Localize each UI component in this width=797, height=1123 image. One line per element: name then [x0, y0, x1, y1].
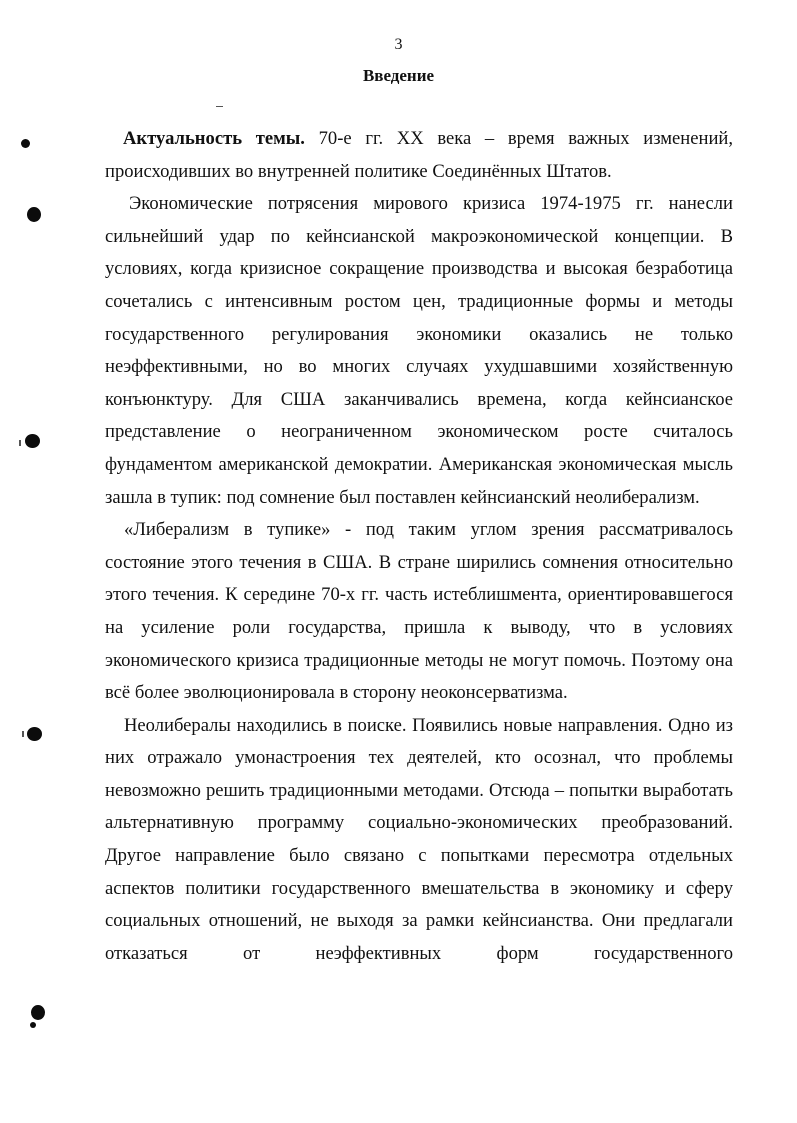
- paragraph-neoliberals: Неолибералы находились в поиске. Появились новые направления. Одно из них отражало умонастроения тех деятелей, кто осознал, что проблемы невозможно решить традиционными методами. Отсюда – попытки выработать альтернативную программу социально-экономических преобразований. Другое направление было связано с попытками пересмотра отдельных аспектов политики государственного вмешательства в экономику и сферу социальных отношений, не выходя за рамки кейнсианства. Они предлагали отказаться от неэффективных форм государственного: [105, 714, 733, 964]
- scan-speck: [19, 440, 21, 446]
- paragraph-relevance-text: 70-е гг. XX века – время важных изменений, происходивших во внутренней политике Соединённых Штатов.: [105, 128, 734, 182]
- scan-speck: [22, 731, 24, 737]
- body-text: [105, 123, 733, 970]
- punch-hole-mark: [27, 727, 42, 741]
- lead-term: Актуальность темы.: [123, 128, 305, 149]
- paragraph-crisis: Экономические потрясения мирового кризиса 1974-1975 гг. нанесли сильнейший удар по кейнсианской макроэкономической концепции. В условиях, когда кризисное сокращение производства и высокая безработица сочетались с интенсивным ростом цен, традиционные формы и методы государственного регулирования экономики оказались не только неэффективными, но во многих случаях ухудшавшими хозяйственную конъюнктуру. Для США заканчивались времена, когда кейнсианское представление о неограниченном экономическом росте считалось фундаментом американской демократии. Американская экономическая мысль зашла в тупик: под сомнение был поставлен кейнсианский неолиберализм.: [105, 193, 733, 508]
- paragraph-relevance: [105, 123, 733, 188]
- page-number: 3: [394, 36, 403, 53]
- punch-hole-mark: [31, 1005, 45, 1020]
- page-heading: Введение: [362, 66, 435, 85]
- punch-hole-mark: [30, 1022, 36, 1028]
- punch-hole-mark: [25, 434, 40, 448]
- punch-hole-mark: [21, 139, 30, 148]
- punch-hole-mark: [27, 207, 41, 222]
- paragraph-liberalism: «Либерализм в тупике» - под таким углом зрения рассматривалось состояние этого течения в США. В стране ширились сомнения относительно этого течения. К середине 70-х гг. часть истеблишмента, ориентировавшегося на усиление роли государства, пришла к выводу, что в условиях экономического кризиса традиционные методы не могут помочь. Поэтому она всё более эволюционировала в сторону неоконсерватизма.: [105, 519, 733, 704]
- scan-speck: [216, 106, 223, 107]
